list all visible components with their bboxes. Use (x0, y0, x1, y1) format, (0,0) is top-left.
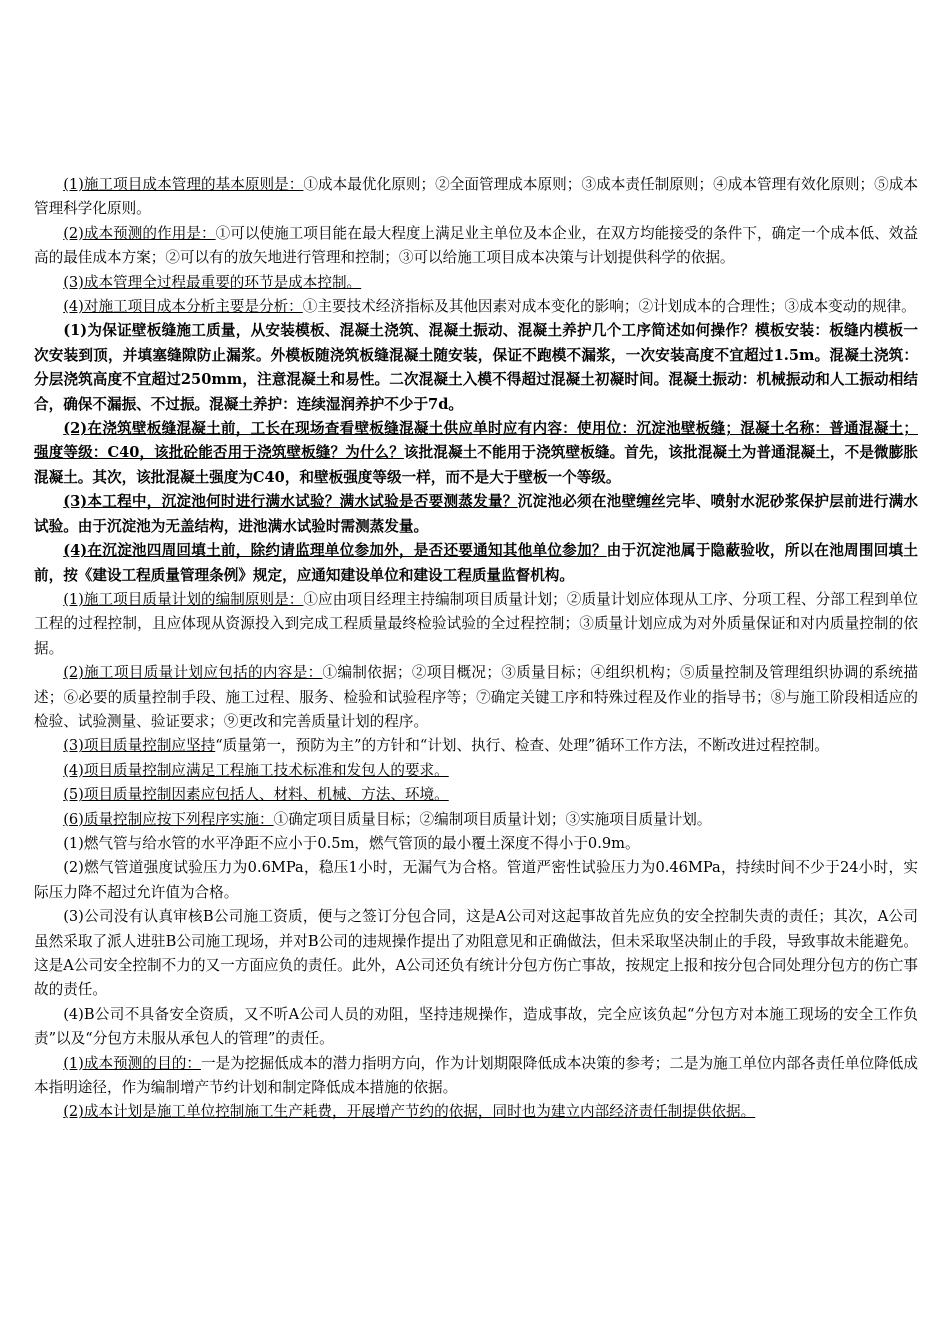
paragraph-lead: (1)施工项目成本管理的基本原则是： (63, 176, 304, 193)
paragraph-text: 该批混凝土不能用于浇筑壁板缝。首先，该批混凝土为普通混凝土，不是微膨胀混凝土。其次，该批混凝土强度为C40，和壁板强度等级一样，而不是大于壁板一个等级。 (34, 444, 918, 486)
paragraph-cost-plan (34, 1100, 918, 1124)
paragraph-lead: (4)对施工项目成本分析主要是分析： (63, 298, 303, 316)
paragraph-cost-forecast-purpose (34, 1052, 918, 1101)
paragraph-company-a-responsibility (34, 905, 918, 1003)
paragraph-gas-pipe-test (34, 856, 918, 905)
paragraph-lead: (1)施工项目质量计划的编制原则是： (63, 590, 304, 608)
paragraph-gas-pipe-distance (34, 832, 918, 856)
paragraph-quality-control-policy (34, 734, 918, 758)
paragraph-text: “质量第一，预防为主”的方针和“计划、执行、检查、处理”循环工作方法，不断改进过程控制。 (215, 737, 829, 755)
paragraph-water-test (34, 490, 918, 539)
paragraph-cost-control (34, 271, 918, 295)
paragraph-lead: (2)成本计划是施工单位控制施工生产耗费，开展增产节约的依据，同时也为建立内部经济责任制提供依据。 (63, 1103, 756, 1121)
paragraph-lead: (3)成本管理全过程最重要的环节是成本控制。 (63, 273, 362, 291)
paragraph-text: ①编制依据；②项目概况；③质量目标；④组织机构；⑤质量控制及管理组织协调的系统描述；⑥必要的质量控制手段、施工过程、服务、检验和试验程序等；⑦确定关键工序和特殊过程及作业的指导书；⑧与施工阶段相适应的检验、试验测量、验证要求；⑨更改和完善质量计划的程序。 (34, 664, 918, 730)
paragraph-backfill (34, 539, 918, 588)
paragraph-text: ①成本最优化原则；②全面管理成本原则；③成本责任制原则；④成本管理有效化原则；⑤成本管理科学化原则。 (34, 176, 918, 218)
document-page (34, 173, 918, 1125)
paragraph-text: (3)公司没有认真审核B公司施工资质，便与之签订分包合同，这是A公司对这起事故首先应负的安全控制失责的责任；其次，A公司虽然采取了派人进驻B公司施工现场，并对B公司的违规操作提出了劝阻意见和正确做法，但未采取坚决制止的手段，导致事故未能避免。这是A公司安全控制不力的又一方面应负的责任。此外，A公司还负有统计分包方伤亡事故，按规定上报和按分包合同处理分包方的伤亡事故的责任。 (34, 908, 918, 999)
paragraph-text: ①可以使施工项目能在最大程度上满足业主单位及本企业，在双方均能接受的条件下，确定一个成本低、效益高的最佳成本方案；②可以有的放矢地进行管理和控制；③可以给施工项目成本决策与计划提供科学的依据。 (34, 224, 918, 267)
paragraph-text: ①确定项目质量目标；②编制项目质量计划；③实施项目质量计划。 (273, 810, 712, 828)
paragraph-quality-control-procedure (34, 808, 918, 832)
paragraph-lead: (3)项目质量控制应坚持 (63, 737, 216, 755)
paragraph-text: 一是为挖掘低成本的潜力指明方向，作为计划期限降低成本决策的参考；二是为施工单位内部各责任单位降低成本指明途径，作为编制增产节约计划和制定降低成本措施的依据。 (34, 1054, 918, 1097)
paragraph-lead: (3)本工程中，沉淀池何时进行满水试验？满水试验是否要测蒸发量？ (63, 493, 518, 511)
paragraph-lead: (4)项目质量控制应满足工程施工技术标准和发包人的要求。 (63, 761, 449, 779)
paragraph-lead: (2)成本预测的作用是： (63, 224, 216, 242)
paragraph-text: 由于沉淀池属于隐蔽验收，所以在池周围回填土前，按《建设工程质量管理条例》规定，应通知建设单位和建设工程质量监督机构。 (34, 542, 918, 584)
paragraph-text: ①应由项目经理主持编制项目质量计划；②质量计划应体现从工序、分项工程、分部工程到单位工程的过程控制，且应体现从资源投入到完成工程质量最终检验试验的全过程控制；③质量计划应成为对外质量保证和对内质量控制的依据。 (34, 590, 918, 657)
paragraph-text: ①主要技术经济指标及其他因素对成本变化的影响；②计划成本的合理性；③成本变动的规律。 (302, 298, 916, 316)
paragraph-lead: (2)施工项目质量计划应包括的内容是： (63, 664, 323, 682)
paragraph-quality-control-factors (34, 783, 918, 807)
paragraph-company-b-responsibility (34, 1003, 918, 1052)
paragraph-text: (4)B公司不具备安全资质，又不听A公司人员的劝阻，坚持违规操作，造成事故，完全应该负起“分包方对本施工现场的安全工作负责”以及“分包方未服从承包人的管理”的责任。 (34, 1005, 918, 1048)
paragraph-wall-joint-quality (34, 319, 918, 417)
paragraph-lead: (2)在浇筑壁板缝混凝土前，工长在现场查看壁板缝混凝土供应单时应有内容：使用位：沉淀池壁板缝；混凝土名称：普通混凝土；强度等级：C40，该批砼能否用于浇筑壁板缝？为什么？ (34, 420, 918, 462)
paragraph-cost-analysis (34, 295, 918, 319)
paragraph-concrete-supply (34, 417, 918, 490)
paragraph-cost-principles (34, 173, 918, 222)
paragraph-lead: (1)成本预测的目的： (63, 1054, 201, 1072)
paragraph-lead: (1)为保证壁板缝施工质量，从安装模板、混凝土浇筑、混凝土振动、混凝土养护几个工序简述如何操作？ (63, 322, 756, 340)
paragraph-lead: (5)项目质量控制因素应包括人、材料、机械、方法、环境。 (63, 786, 449, 804)
paragraph-cost-forecast-role (34, 222, 918, 271)
paragraph-quality-control-requirements (34, 759, 918, 783)
paragraph-text: (1)燃气管与给水管的水平净距不应小于0.5m，燃气管顶的最小覆土深度不得小于0.9m。 (63, 834, 640, 852)
paragraph-text: 沉淀池必须在池壁缠丝完毕、喷射水泥砂浆保护层前进行满水试验。由于沉淀池为无盖结构，进池满水试验时需测蒸发量。 (34, 493, 918, 535)
paragraph-lead: (4)在沉淀池四周回填土前，除约请监理单位参加外，是否还要通知其他单位参加？ (63, 542, 607, 560)
paragraph-quality-plan-content (34, 661, 918, 734)
paragraph-lead: (6)质量控制应按下列程序实施： (63, 810, 274, 828)
paragraph-quality-plan-principles (34, 588, 918, 661)
paragraph-text: 模板安装：板缝内模板一次安装到顶，并填塞缝隙防止漏浆。外模板随浇筑板缝混凝土随安装，保证不跑模不漏浆，一次安装高度不宜超过1.5m。混凝土浇筑：分层浇筑高度不宜超过250mm，注意混凝土和易性。二次混凝土入模不得超过混凝土初凝时间。混凝土振动：机械振动和人工振动相结合，确保不漏振、不过振。混凝土养护：连续湿润养护不少于7d。 (34, 322, 918, 413)
paragraph-text: (2)燃气管道强度试验压力为0.6MPa，稳压1小时，无漏气为合格。管道严密性试验压力为0.46MPa，持续时间不少于24小时，实际压力降不超过允许值为合格。 (34, 859, 918, 901)
